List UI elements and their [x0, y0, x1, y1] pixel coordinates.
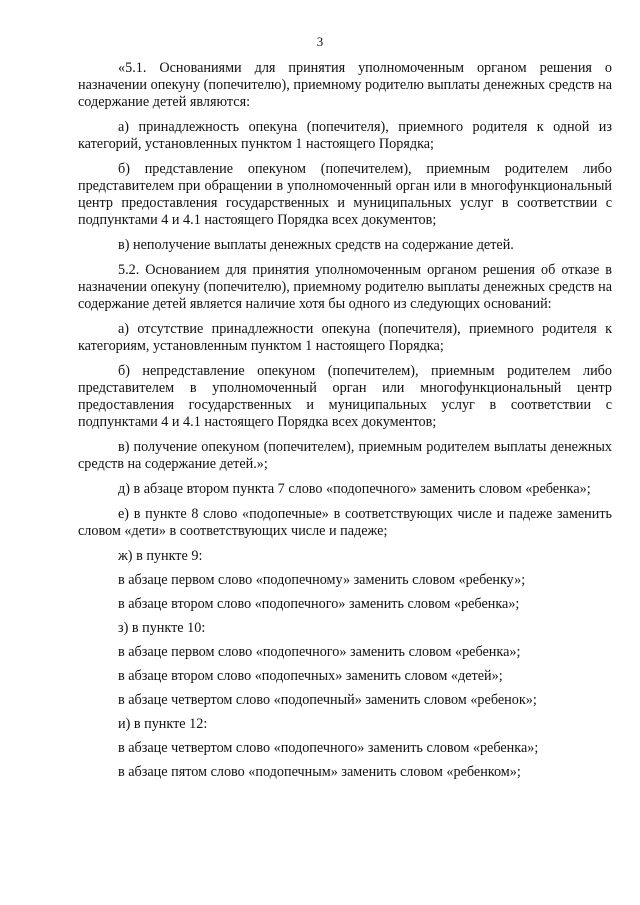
paragraph-zh-2: в абзаце втором слово «подопечного» заменить словом «ребенка»;: [118, 596, 520, 612]
paragraph-zh: ж) в пункте 9:: [118, 548, 203, 564]
paragraph-z: з) в пункте 10:: [118, 620, 206, 636]
paragraph-5-2-a: а) отсутствие принадлежности опекуна (попечителя), приемного родителя к категориям, установленным пунктом 1 настоящего Порядка;: [78, 321, 612, 354]
paragraph-5-2: 5.2. Основанием для принятия уполномоченным органом решения об отказе в назначении опекуну (попечителю), приемному родителю выплаты денежных средств на содержание детей является наличие хотя бы одного из следующих оснований:: [78, 262, 612, 312]
paragraph-i: и) в пункте 12:: [118, 716, 208, 732]
paragraph-zh-1: в абзаце первом слово «подопечному» заменить словом «ребенку»;: [118, 572, 526, 588]
paragraph-e: е) в пункте 8 слово «подопечные» в соответствующих числе и падеже заменить словом «дети» в соответствующих числе и падеже;: [78, 506, 612, 539]
paragraph-z-2: в абзаце втором слово «подопечных» заменить словом «детей»;: [118, 668, 503, 684]
paragraph-5-1: «5.1. Основаниями для принятия уполномоченным органом решения о назначении опекуну (попечителю), приемному родителю выплаты денежных средств на содержание детей являются:: [78, 60, 612, 110]
document-body: [78, 60, 612, 788]
paragraph-i-4: в абзаце четвертом слово «подопечного» заменить словом «ребенка»;: [118, 740, 539, 756]
paragraph-5-2-b: б) непредставление опекуном (попечителем), приемным родителем либо представителем в уполномоченный орган или многофункциональный центр предоставления государственных и муниципальных услуг в соответствии с подпунктами 4 и 4.1 настоящего Порядка всех документов;: [78, 363, 612, 430]
page-number: 3: [316, 34, 324, 49]
paragraph-z-4: в абзаце четвертом слово «подопечный» заменить словом «ребенок»;: [118, 692, 537, 708]
paragraph-i-5: в абзаце пятом слово «подопечным» заменить словом «ребенком»;: [118, 764, 521, 780]
paragraph-5-2-v: в) получение опекуном (попечителем), приемным родителем выплаты денежных средств на содержание детей.»;: [78, 439, 612, 472]
paragraph-5-1-a: а) принадлежность опекуна (попечителя), приемного родителя к одной из категорий, установленных пунктом 1 настоящего Порядка;: [78, 119, 612, 152]
paragraph-d: д) в абзаце втором пункта 7 слово «подопечного» заменить словом «ребенка»;: [118, 481, 591, 497]
paragraph-5-1-b: б) представление опекуном (попечителем), приемным родителем либо представителем при обращении в уполномоченный орган или в многофункциональный центр предоставления государственных и муниципальных услуг в соответствии с подпунктами 4 и 4.1 настоящего Порядка всех документов;: [78, 161, 612, 228]
paragraph-z-1: в абзаце первом слово «подопечного» заменить словом «ребенка»;: [118, 644, 521, 660]
paragraph-5-1-v: в) неполучение выплаты денежных средств на содержание детей.: [118, 237, 514, 253]
